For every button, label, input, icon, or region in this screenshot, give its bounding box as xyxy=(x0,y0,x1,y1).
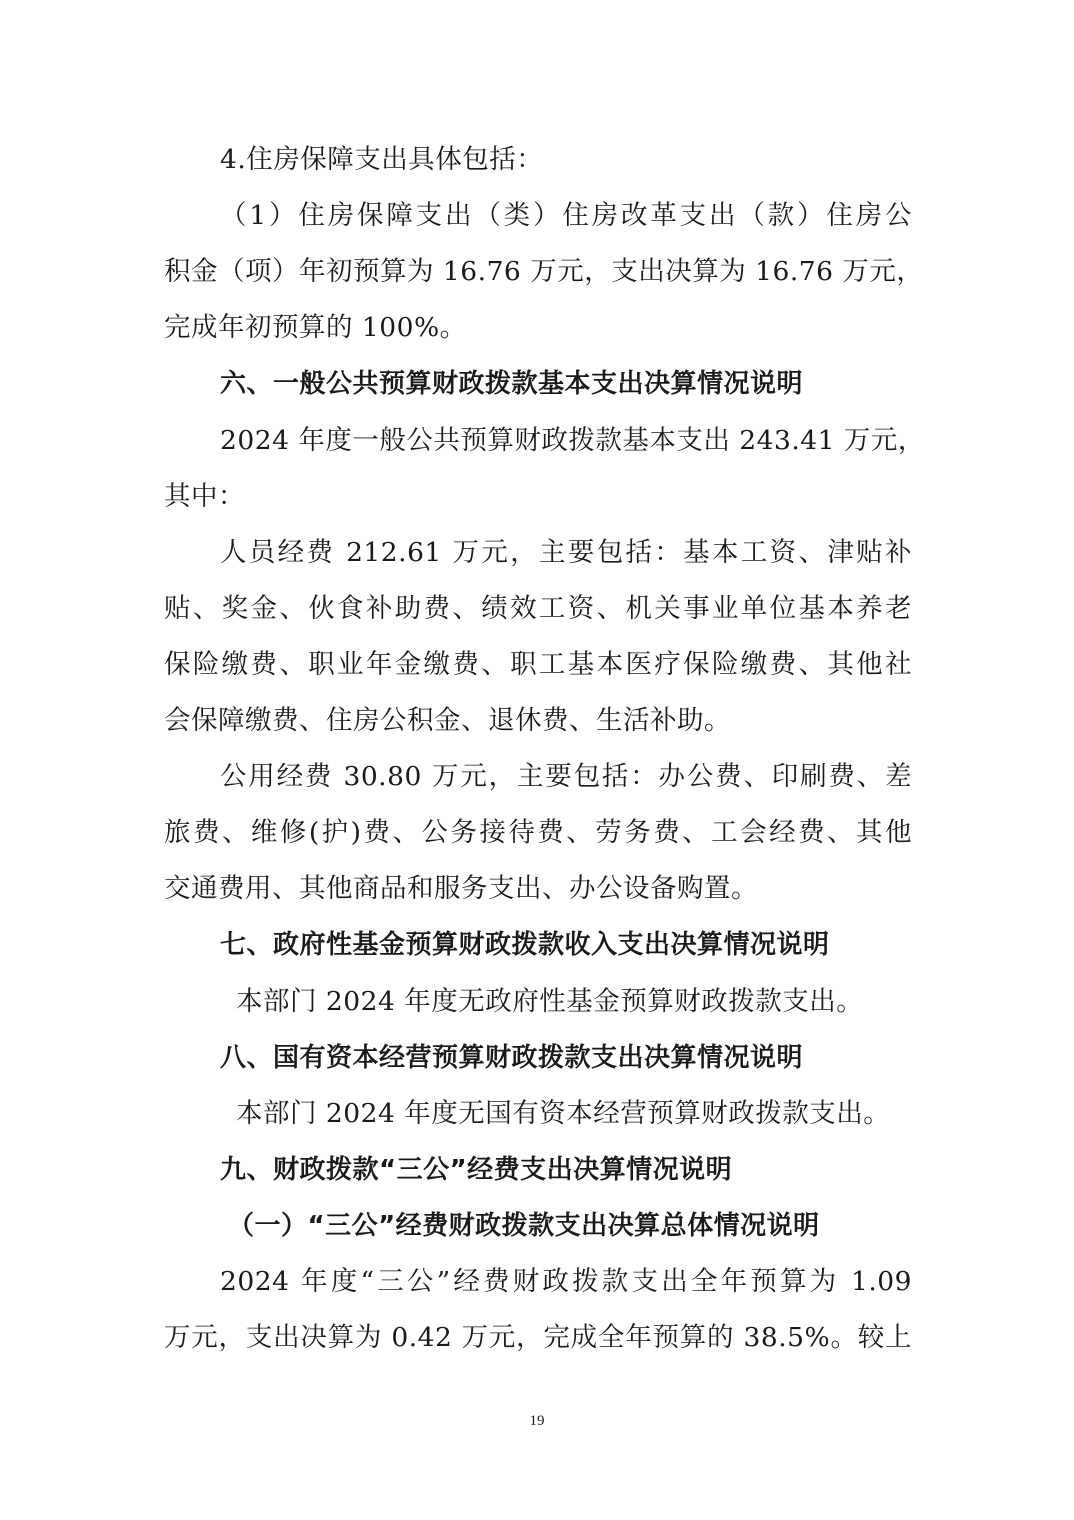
page-number: 19 xyxy=(529,1413,545,1429)
paragraph-line: 会保障缴费、住房公积金、退休费、生活补助。 xyxy=(164,705,731,736)
paragraph-line: 积金（项）年初预算为 16.76 万元，支出决算为 16.76 万元， xyxy=(164,256,924,287)
paragraph-line: 人员经费 212.61 万元，主要包括：基本工资、津贴补 xyxy=(220,537,912,568)
paragraph-line: 交通费用、其他商品和服务支出、办公设备购置。 xyxy=(164,873,758,904)
paragraph-line: 2024 年度一般公共预算财政拨款基本支出 243.41 万元， xyxy=(220,425,925,456)
paragraph-line: 其中： xyxy=(164,481,245,512)
paragraph-line: 万元，支出决算为 0.42 万元，完成全年预算的 38.5%。较上 xyxy=(164,1322,912,1353)
paragraph-line: 4.住房保障支出具体包括： xyxy=(220,144,544,175)
section-heading: 九、财政拨款“三公”经费支出决算情况说明 xyxy=(220,1155,733,1185)
paragraph-line: （1）住房保障支出（类）住房改革支出（款）住房公 xyxy=(220,200,912,231)
section-heading: 七、政府性基金预算财政拨款收入支出决算情况说明 xyxy=(220,930,830,960)
paragraph-line: 保险缴费、职业年金缴费、职工基本医疗保险缴费、其他社 xyxy=(164,649,912,680)
paragraph-line: 完成年初预算的 100%。 xyxy=(164,312,467,343)
subsection-heading: （一）“三公”经费财政拨款支出决算总体情况说明 xyxy=(228,1211,820,1241)
paragraph-line: 公用经费 30.80 万元，主要包括：办公费、印刷费、差 xyxy=(220,761,912,792)
paragraph-line: 本部门 2024 年度无政府性基金预算财政拨款支出。 xyxy=(236,986,864,1017)
paragraph-line: 2024 年度“三公”经费财政拨款支出全年预算为 1.09 xyxy=(220,1266,912,1297)
section-heading: 六、一般公共预算财政拨款基本支出决算情况说明 xyxy=(220,369,804,399)
paragraph-line: 旅费、维修(护)费、公务接待费、劳务费、工会经费、其他 xyxy=(164,817,912,848)
paragraph-line: 本部门 2024 年度无国有资本经营预算财政拨款支出。 xyxy=(236,1098,891,1129)
section-heading: 八、国有资本经营预算财政拨款支出决算情况说明 xyxy=(220,1043,804,1073)
paragraph-line: 贴、奖金、伙食补助费、绩效工资、机关事业单位基本养老 xyxy=(164,593,912,624)
